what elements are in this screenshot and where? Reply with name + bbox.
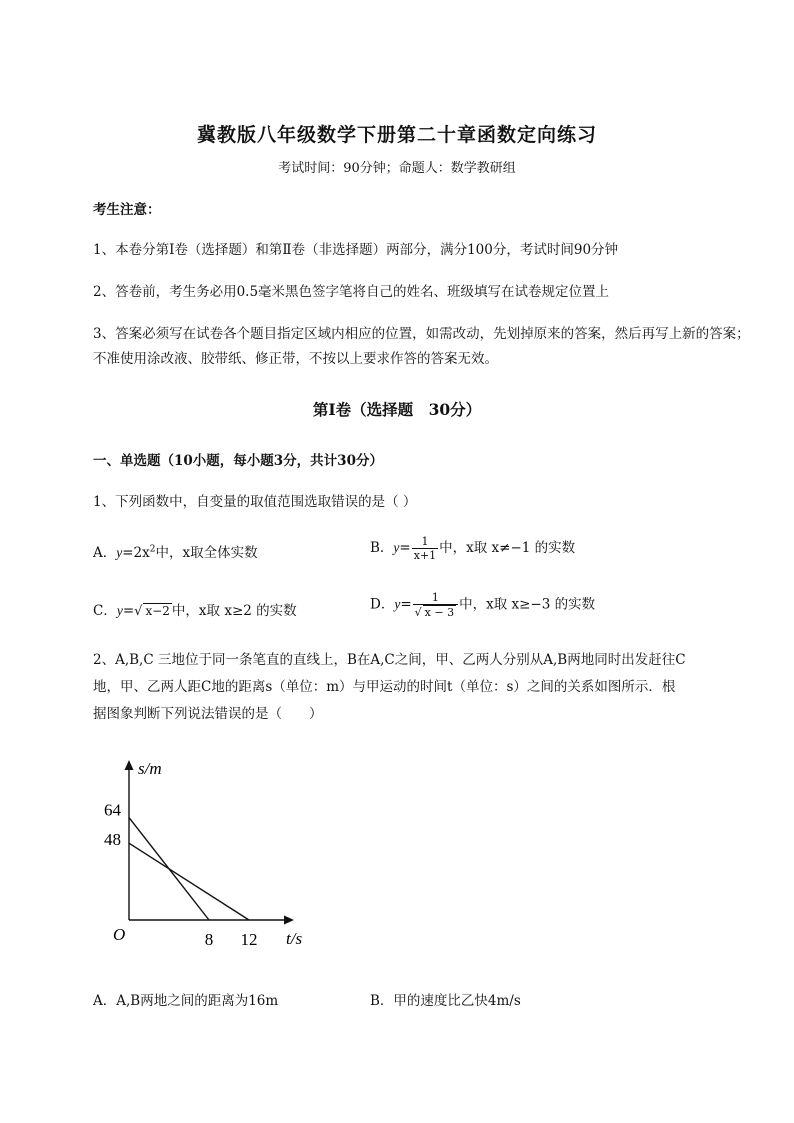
question-2-stem-line-3: 据图象判断下列说法错误的是（ ） <box>93 706 323 722</box>
x-tick-label: 12 <box>240 930 258 949</box>
question-1-stem: 1、下列函数中，自变量的取值范围选取错误的是（ ） <box>93 494 417 510</box>
notice-item-1: 1、本卷分第I卷（选择题）和第Ⅱ卷（非选择题）两部分，满分100分，考试时间90分钟 <box>93 242 619 258</box>
y-axis-label: s/m <box>138 759 162 778</box>
page-title: 冀教版八年级数学下册第二十章函数定向练习 <box>196 124 597 146</box>
notice-item-3: 3、答案必须写在试卷各个题目指定区域内相应的位置，如需改动，先划掉原来的答案，然后再写上新的答案；不准使用涂改液、胶带纸、修正带，不按以上要求作答的答案无效。 <box>93 326 750 367</box>
q1-option-b-label: B． <box>370 540 394 556</box>
q1-option-b[interactable]: B．y= $\frac{1}{x+1}$ 中，x取 x≠−1 的实数 <box>370 535 576 562</box>
section-title: 第I卷（选择题 30分） <box>312 400 482 419</box>
q1-option-a[interactable]: A．$y=2x^2$中，x取全体实数 <box>93 544 258 561</box>
exam-info: 考试时间：90分钟；命题人：数学教研组 <box>278 161 516 176</box>
x-axis-label: t/s <box>286 929 303 948</box>
fraction: $\frac{1}{x+1}$ <box>413 535 437 562</box>
question-2-stem-line-2: 地，甲、乙两人距C地的距离s（单位：m）与甲运动的时间t（单位：s）之间的关系如图所示．根 <box>93 679 676 695</box>
q1-option-c-label: C． <box>93 603 117 619</box>
x-tick-label: 8 <box>204 930 214 949</box>
q1-option-d[interactable]: D．y= $\frac{1}{√ x - 3}$ 中，x取 x≥−3 的实数 <box>370 591 596 619</box>
q1-option-a-label: A． <box>93 545 117 561</box>
origin-label: O <box>113 925 126 944</box>
q2-option-b[interactable]: B．甲的速度比乙快4m/s <box>370 993 521 1009</box>
distance-time-graph <box>100 750 320 950</box>
y-tick-label: 48 <box>104 830 121 850</box>
q1-option-d-label: D． <box>370 596 395 613</box>
q1-option-c[interactable]: C．y=√ x−2 中，x取 x≥2 的实数 <box>93 603 297 619</box>
x-axis-arrow <box>284 916 294 925</box>
question-2-stem-line-1: 2、A,B,C 三地位于同一条笔直的直线上，B在A,C之间，甲、乙两人分别从A,B两地同时出发赶往C <box>93 652 686 668</box>
fraction: $\frac{1}{√ x - 3}$ <box>413 591 458 619</box>
series-line-乙 <box>129 843 249 920</box>
y-axis-arrow <box>125 760 134 770</box>
notice-item-2: 2、答卷前，考生务必用0.5毫米黑色签字笔将自己的姓名、班级填写在试卷规定位置上 <box>93 284 610 300</box>
notice-heading: 考生注意： <box>93 202 161 218</box>
y-tick-label: 64 <box>104 800 121 820</box>
part-heading: 一、单选题（10小题，每小题3分，共计30分） <box>93 453 383 469</box>
q2-option-a[interactable]: A．A,B两地之间的距离为16m <box>93 993 279 1009</box>
